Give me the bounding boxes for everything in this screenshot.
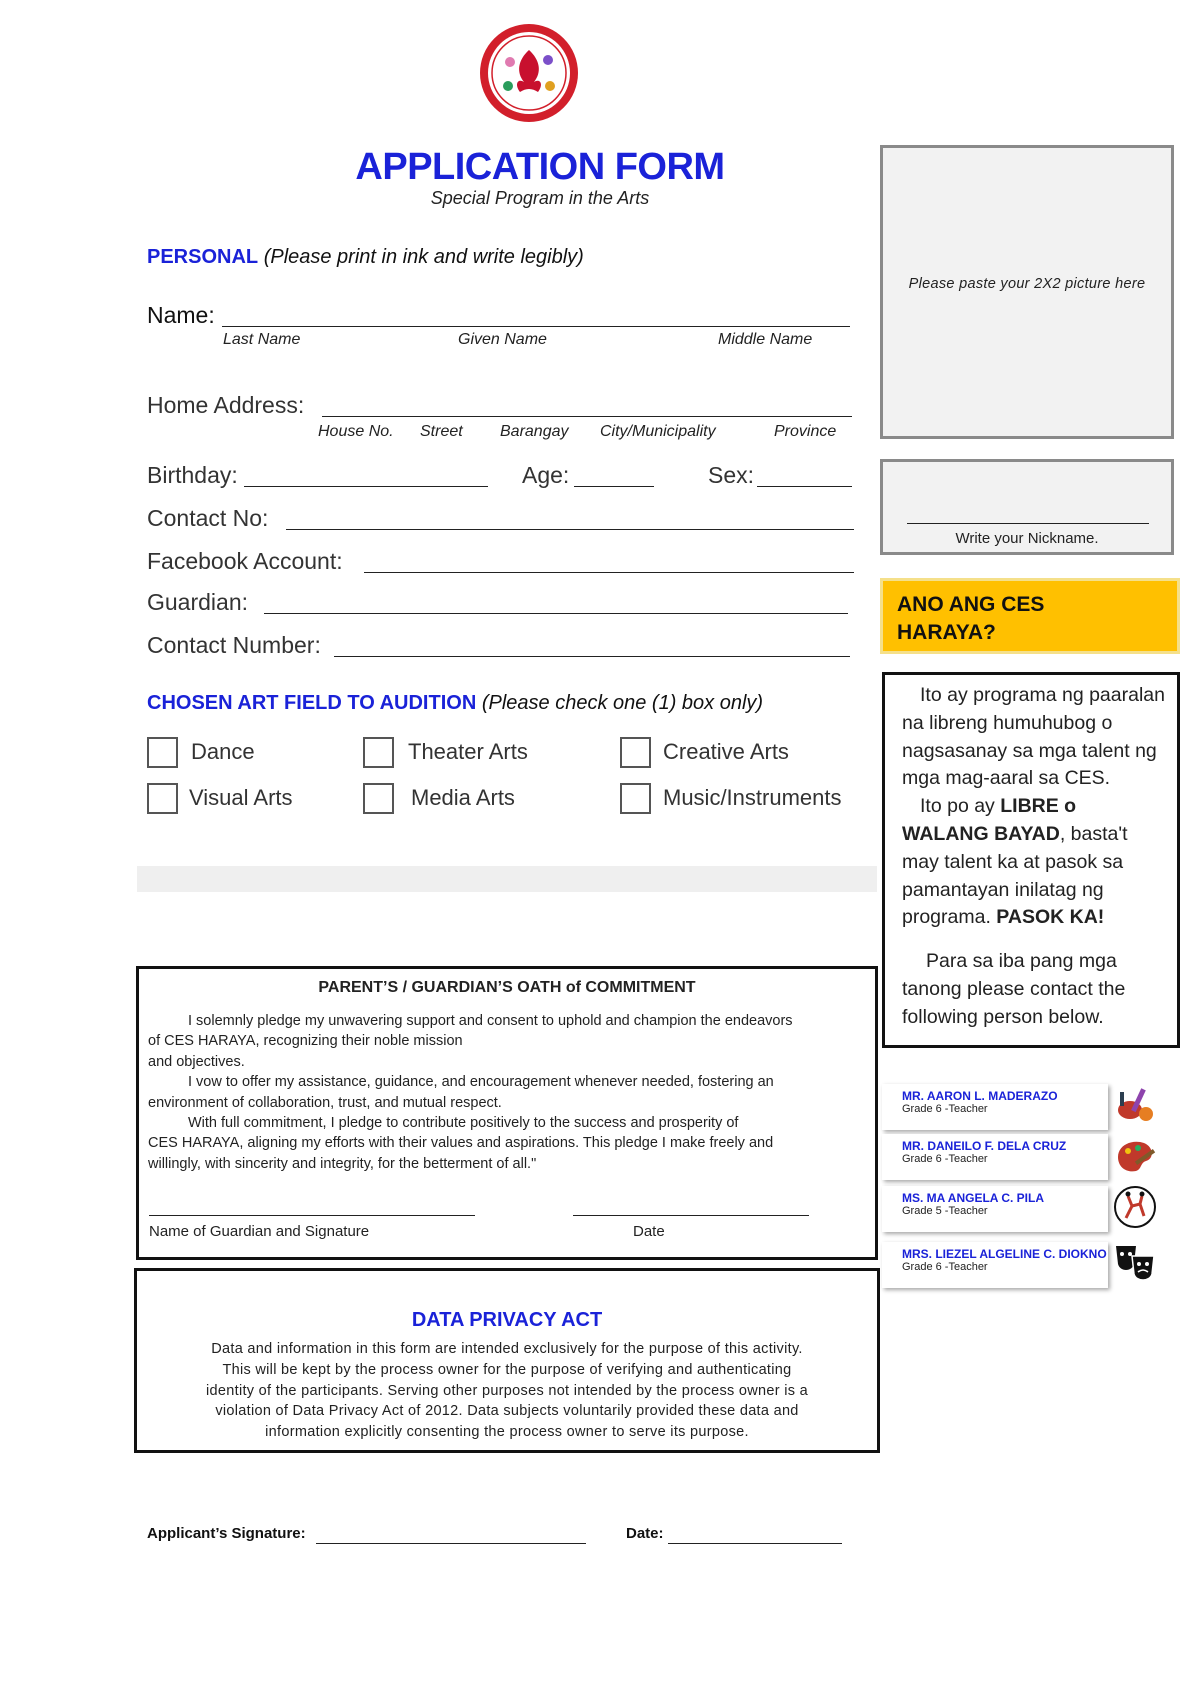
oath-body <box>148 1011 873 1174</box>
dancers-icon <box>1112 1184 1158 1230</box>
art-field-section-heading <box>147 692 763 715</box>
guardian-signature-label: Name of Guardian and Signature <box>149 1223 370 1240</box>
contact-number-label: Contact Number: <box>147 632 321 658</box>
privacy-line: This will be kept by the process owner for the purpose of verifying and authenticating <box>222 1361 792 1378</box>
contact-card <box>882 1084 1108 1130</box>
applicant-date-field[interactable] <box>668 1543 842 1544</box>
dance-option-label: Dance <box>191 739 255 764</box>
creative-arts-checkbox[interactable] <box>620 737 651 768</box>
oath-line: and objectives. <box>148 1053 245 1070</box>
address-part-city: City/Municipality <box>600 423 716 440</box>
nickname-field[interactable] <box>907 523 1149 524</box>
theater-masks-icon <box>1112 1240 1158 1286</box>
about-heading-box <box>880 578 1180 654</box>
contact-name: MR. DANEILO F. DELA CRUZ <box>902 1139 1067 1153</box>
about-text-1: Ito ay programa ng paaralan na libreng humuhubog o nagsasanay sa mga talent ng mga mag-aaral sa CES. <box>902 684 1165 790</box>
contact-name: MR. AARON L. MADERAZO <box>902 1089 1058 1103</box>
oath-line: of CES HARAYA, recognizing their noble mission <box>148 1033 463 1050</box>
sex-label: Sex: <box>708 462 755 488</box>
guardian-date-field[interactable] <box>573 1215 809 1216</box>
facebook-label: Facebook Account: <box>147 548 343 574</box>
school-logo-icon <box>478 22 580 124</box>
photo-instruction: Please paste your 2X2 picture here <box>908 276 1146 292</box>
page-title: APPLICATION FORM <box>355 146 725 188</box>
name-field[interactable] <box>222 326 850 327</box>
dance-checkbox[interactable] <box>147 737 178 768</box>
name-label: Name: <box>147 302 215 328</box>
nickname-box <box>880 459 1174 555</box>
contact-card <box>882 1134 1108 1180</box>
about-text-2b: LIBRE o WALANG BAYAD <box>902 795 1077 845</box>
media-arts-checkbox[interactable] <box>363 783 394 814</box>
data-privacy-box <box>134 1268 880 1453</box>
paint-palette-icon <box>1112 1133 1158 1179</box>
contact-name: MRS. LIEZEL ALGELINE C. DIOKNO <box>902 1247 1107 1261</box>
privacy-heading: DATA PRIVACY ACT <box>411 1309 603 1331</box>
oath-line: CES HARAYA, aligning my efforts with their values and aspirations. This pledge I make freely and <box>148 1135 774 1152</box>
address-part-street: Street <box>420 423 463 440</box>
address-part-barangay: Barangay <box>500 423 569 440</box>
oath-line: I solemnly pledge my unwavering support and consent to uphold and champion the endeavors <box>188 1013 793 1029</box>
visual-arts-option-label: Visual Arts <box>189 785 293 810</box>
facebook-field[interactable] <box>364 572 854 573</box>
privacy-line: information explicitly consenting the process owner to serve its purpose. <box>265 1424 749 1441</box>
address-part-house: House No. <box>318 423 394 440</box>
oath-line: environment of collaboration, trust, and mutual respect. <box>148 1094 502 1111</box>
contact-card <box>882 1242 1108 1288</box>
music-instruments-option-label: Music/Instruments <box>663 785 842 810</box>
address-part-province: Province <box>774 423 837 440</box>
contact-card <box>882 1186 1108 1232</box>
music-instruments-icon <box>1112 1082 1158 1128</box>
photo-box[interactable] <box>880 145 1174 439</box>
media-arts-option-label: Media Arts <box>411 785 515 810</box>
personal-heading: PERSONAL <box>147 246 259 268</box>
about-text-2a: Ito po ay <box>920 795 995 818</box>
theater-arts-option-label: Theater Arts <box>408 739 528 764</box>
divider-band <box>137 866 877 892</box>
age-field[interactable] <box>574 486 654 487</box>
about-text-3: Para sa iba pang mga tanong please contact the following person below. <box>902 950 1126 1028</box>
contact-no-label: Contact No: <box>147 505 269 531</box>
oath-line: I vow to offer my assistance, guidance, and encouragement whenever needed, fostering an <box>188 1074 774 1091</box>
privacy-line: violation of Data Privacy Act of 2012. Data subjects voluntarily provided these data and <box>215 1403 799 1420</box>
oath-line: With full commitment, I pledge to contribute positively to the success and prosperity of <box>188 1115 739 1132</box>
privacy-line: identity of the participants. Serving other purposes not intended by the process owner is a <box>206 1382 808 1399</box>
personal-section-heading <box>147 246 584 269</box>
page-subtitle: Special Program in the Arts <box>430 188 650 208</box>
privacy-line: Data and information in this form are intended exclusively for the purpose of this activity. <box>211 1341 803 1357</box>
home-address-label: Home Address: <box>147 392 305 418</box>
privacy-body <box>137 1339 877 1443</box>
name-part-middle: Middle Name <box>718 331 813 348</box>
creative-arts-option-label: Creative Arts <box>663 739 789 764</box>
name-part-given: Given Name <box>458 331 547 348</box>
art-field-instruction: (Please check one (1) box only) <box>481 692 764 714</box>
name-part-last: Last Name <box>223 331 301 348</box>
contact-role: Grade 6 -Teacher <box>902 1261 988 1273</box>
about-text-2c: , basta't may talent ka at pasok sa pamantayan inilatag ng programa. <box>902 822 1128 929</box>
guardian-date-label: Date <box>633 1223 665 1240</box>
contact-no-field[interactable] <box>286 529 854 530</box>
visual-arts-checkbox[interactable] <box>147 783 178 814</box>
guardian-label: Guardian: <box>147 589 249 615</box>
contact-name: MS. MA ANGELA C. PILA <box>902 1191 1044 1205</box>
contact-role: Grade 5 -Teacher <box>902 1205 988 1217</box>
art-field-heading: CHOSEN ART FIELD TO AUDITION <box>147 692 477 714</box>
oath-box <box>136 966 878 1260</box>
birthday-label: Birthday: <box>147 462 238 488</box>
contact-number-field[interactable] <box>334 656 850 657</box>
applicant-signature-field[interactable] <box>316 1543 586 1544</box>
oath-line: willingly, with sincerity and integrity, for the betterment of all." <box>148 1155 537 1172</box>
age-label: Age: <box>522 462 570 488</box>
about-text-2d: PASOK KA! <box>996 906 1105 929</box>
music-instruments-checkbox[interactable] <box>620 783 651 814</box>
about-paragraph-3 <box>902 948 1167 1031</box>
home-address-field[interactable] <box>322 416 852 417</box>
about-paragraph-1 <box>902 682 1167 793</box>
birthday-field[interactable] <box>244 486 488 487</box>
theater-arts-checkbox[interactable] <box>363 737 394 768</box>
personal-instruction: (Please print in ink and write legibly) <box>263 246 584 268</box>
about-heading: ANO ANG CES HARAYA? <box>897 593 1045 644</box>
contact-role: Grade 6 -Teacher <box>902 1103 988 1115</box>
contact-role: Grade 6 -Teacher <box>902 1153 988 1165</box>
applicant-signature-label: Applicant’s Signature: <box>147 1525 306 1542</box>
guardian-signature-field[interactable] <box>149 1215 475 1216</box>
oath-heading: PARENT’S / GUARDIAN’S OATH of COMMITMENT <box>318 979 696 996</box>
guardian-field[interactable] <box>264 613 848 614</box>
applicant-date-label: Date: <box>626 1525 664 1542</box>
sex-field[interactable] <box>757 486 852 487</box>
about-box <box>882 672 1180 1048</box>
about-paragraph-2 <box>902 793 1167 932</box>
nickname-label: Write your Nickname. <box>955 530 1099 547</box>
